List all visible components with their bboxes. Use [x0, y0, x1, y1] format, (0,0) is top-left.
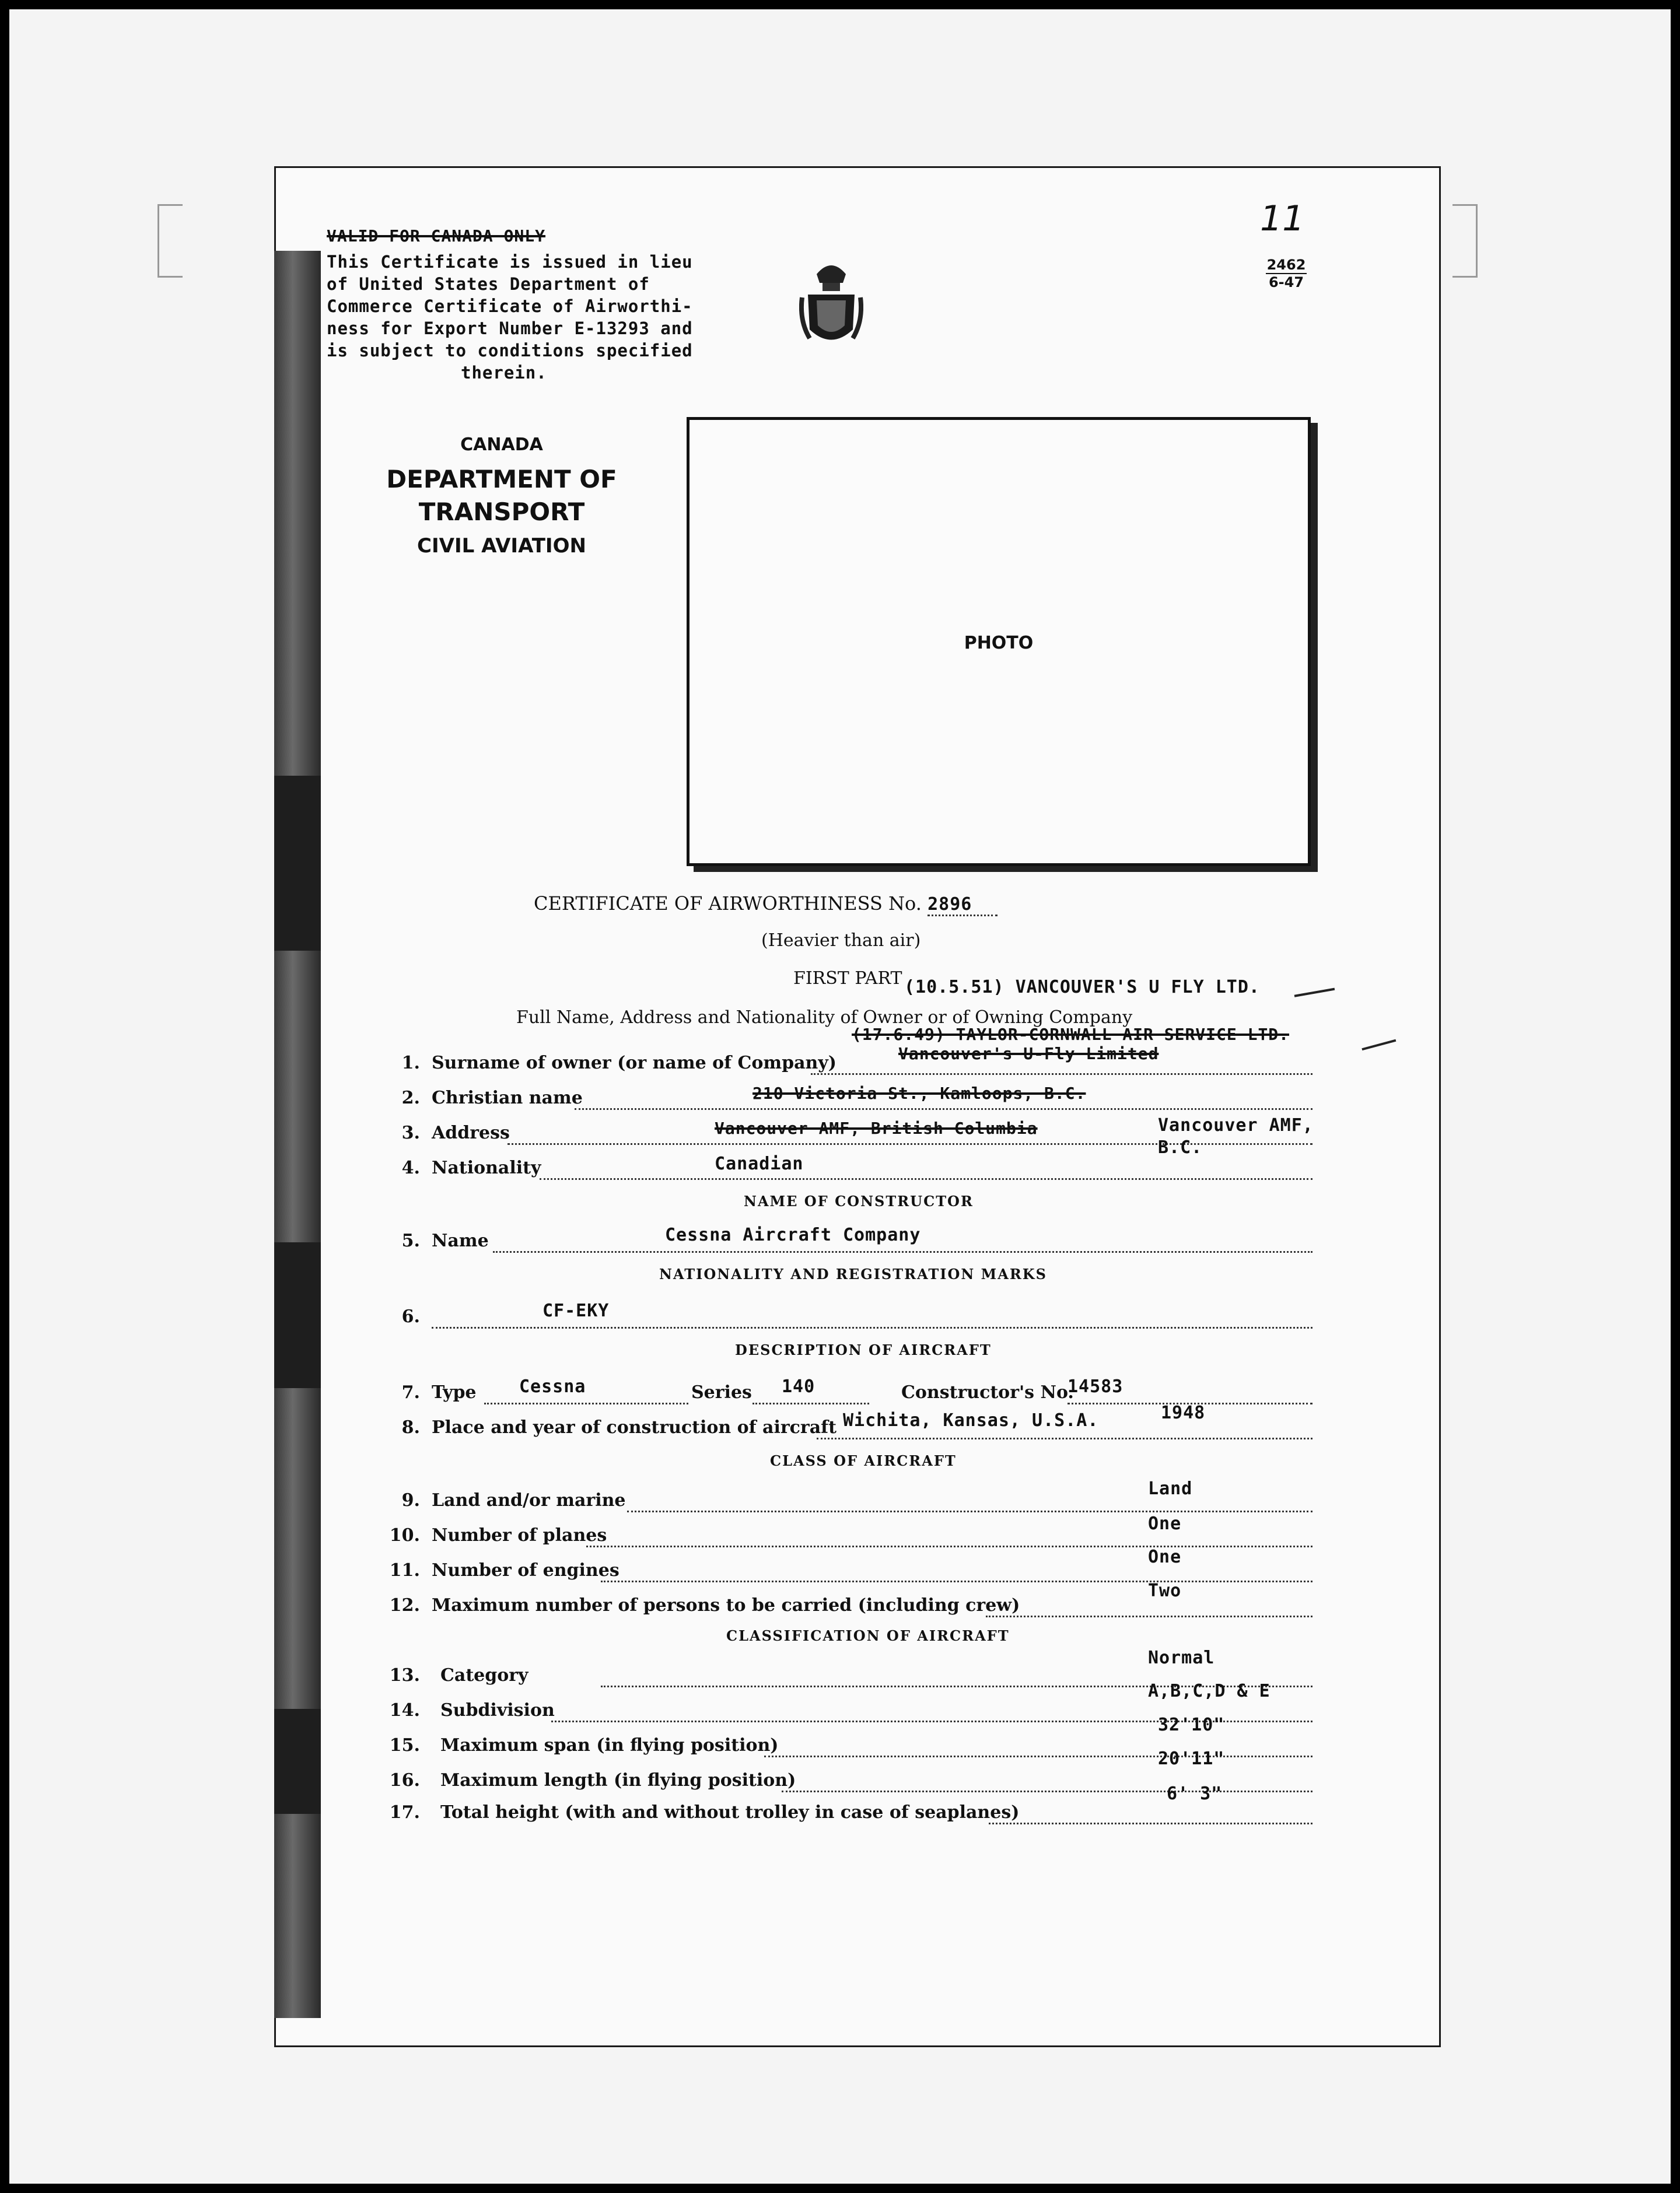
- department-line1: DEPARTMENT OF: [386, 465, 617, 493]
- previous-owner-struck-2: Vancouver's U-Fly Limited: [898, 1044, 1159, 1063]
- place-value: Wichita, Kansas, U.S.A.: [843, 1410, 1099, 1431]
- address-current-line1: Vancouver AMF,: [1158, 1115, 1314, 1136]
- previous-owner-struck-1: (17.6.49) TAYLOR-CORNWALL AIR SERVICE LTD.: [852, 1025, 1290, 1044]
- country-label: CANADA: [460, 435, 543, 455]
- section-heading-classification: CLASSIFICATION OF AIRCRAFT: [726, 1627, 1010, 1644]
- land-marine-value: Land: [1148, 1479, 1193, 1499]
- nationality-value: Canadian: [715, 1154, 804, 1174]
- photo-placeholder: [687, 417, 1311, 866]
- dotted-line: [575, 1108, 1312, 1110]
- dotted-line: [764, 1756, 1312, 1757]
- section-heading-class: CLASS OF AIRCRAFT: [770, 1452, 957, 1469]
- section-heading-constructor: NAME OF CONSTRUCTOR: [744, 1193, 974, 1210]
- category-value: Normal: [1148, 1648, 1215, 1668]
- constructor-number-value: 14583: [1068, 1376, 1124, 1397]
- constructor-number-label: Constructor's No.: [901, 1382, 1074, 1403]
- certificate-title: [534, 892, 998, 916]
- field-number: 2.: [401, 1088, 420, 1108]
- dotted-line: [540, 1178, 1312, 1180]
- owner-surname-label: Surname of owner (or name of Company): [432, 1053, 836, 1073]
- lieu-note-line: This Certificate is issued in lieu: [327, 252, 693, 272]
- year-value: 1948: [1161, 1403, 1206, 1423]
- first-part-label: FIRST PART: [793, 968, 902, 989]
- lieu-note: [327, 251, 693, 384]
- dotted-line: [627, 1511, 1312, 1512]
- certificate-number: 2896: [928, 894, 998, 916]
- field-number: 3.: [401, 1123, 420, 1143]
- dotted-line: [782, 1791, 1312, 1792]
- dotted-line: [817, 1438, 1312, 1439]
- certificate-subtitle: (Heavier than air): [761, 930, 921, 951]
- section-heading-registration: NATIONALITY AND REGISTRATION MARKS: [659, 1266, 1047, 1283]
- field-number: 10.: [389, 1525, 420, 1546]
- field-number: 7.: [401, 1382, 420, 1403]
- owner-section-title: Full Name, Address and Nationality of Owner or of Owning Company: [516, 1007, 1133, 1028]
- span-label: Maximum span (in flying position): [440, 1735, 779, 1756]
- lieu-note-line: of United States Department of: [327, 274, 650, 294]
- lieu-note-line: Commerce Certificate of Airworthi-: [327, 296, 693, 316]
- address-current-line2: B.C.: [1158, 1137, 1203, 1158]
- engines-label: Number of engines: [432, 1560, 620, 1581]
- struck-validity-stamp: VALID FOR CANADA ONLY: [327, 226, 546, 246]
- address-label: Address: [432, 1123, 510, 1143]
- type-value: Cessna: [519, 1376, 586, 1397]
- dotted-line: [432, 1327, 1312, 1329]
- field-number: 8.: [401, 1417, 420, 1438]
- dotted-line: [811, 1073, 1312, 1075]
- department-block: [362, 435, 642, 563]
- series-label: Series: [691, 1382, 752, 1403]
- type-label: Type: [432, 1382, 477, 1403]
- department-line3: CIVIL AVIATION: [417, 534, 586, 558]
- handwritten-page-mark: 11: [1260, 198, 1305, 239]
- field-number: 13.: [389, 1665, 420, 1686]
- land-marine-label: Land and/or marine: [432, 1490, 626, 1511]
- section-heading-description: DESCRIPTION OF AIRCRAFT: [735, 1341, 992, 1358]
- dotted-line: [484, 1403, 688, 1404]
- address-struck-1: 210 Victoria St., Kamloops, B.C.: [752, 1084, 1086, 1103]
- field-number: 14.: [389, 1700, 420, 1721]
- field-number: 4.: [401, 1158, 420, 1178]
- subdivision-value: A,B,C,D & E: [1148, 1681, 1270, 1701]
- dotted-line: [586, 1546, 1312, 1547]
- subdivision-label: Subdivision: [440, 1700, 555, 1721]
- height-label: Total height (with and without trolley in case of seaplanes): [440, 1802, 1020, 1823]
- current-owner-value: (10.5.51) VANCOUVER'S U FLY LTD.: [904, 977, 1260, 997]
- field-number: 15.: [389, 1735, 420, 1756]
- registration-mark-value: CF-EKY: [542, 1301, 610, 1321]
- department-line2: TRANSPORT: [418, 498, 585, 526]
- dotted-line: [601, 1581, 1312, 1582]
- span-value: 32'10": [1158, 1715, 1225, 1735]
- form-number: [1266, 257, 1307, 290]
- photo-label: PHOTO: [964, 633, 1034, 653]
- persons-value: Two: [1148, 1581, 1182, 1601]
- certificate-title-text: CERTIFICATE OF AIRWORTHINESS No.: [534, 892, 922, 915]
- binding-strip: [274, 251, 321, 2018]
- dotted-line: [989, 1823, 1312, 1824]
- canadian-coat-of-arms-icon: [799, 257, 863, 353]
- field-number: 6.: [401, 1306, 420, 1327]
- nationality-label: Nationality: [432, 1158, 541, 1178]
- engines-value: One: [1148, 1547, 1182, 1567]
- persons-label: Maximum number of persons to be carried (including crew): [432, 1595, 1020, 1616]
- dotted-line: [986, 1616, 1312, 1617]
- planes-label: Number of planes: [432, 1525, 607, 1546]
- length-value: 20'11": [1158, 1749, 1225, 1769]
- category-label: Category: [440, 1665, 528, 1686]
- form-date-value: 6-47: [1268, 274, 1304, 290]
- christian-name-label: Christian name: [432, 1088, 583, 1108]
- field-number: 17.: [389, 1802, 420, 1823]
- dotted-line: [752, 1403, 869, 1404]
- height-value: 6' 3": [1167, 1784, 1223, 1804]
- dotted-line: [493, 1251, 1312, 1253]
- place-year-label: Place and year of construction of aircraft: [432, 1417, 836, 1438]
- planes-value: One: [1148, 1514, 1182, 1534]
- series-value: 140: [782, 1376, 816, 1397]
- constructor-name-label: Name: [432, 1231, 489, 1251]
- lieu-note-line: is subject to conditions specified: [327, 341, 693, 360]
- address-struck-2: Vancouver AMF, British Columbia: [715, 1119, 1038, 1138]
- field-number: 16.: [389, 1770, 420, 1791]
- field-number: 1.: [401, 1053, 420, 1073]
- lieu-note-line: ness for Export Number E-13293 and: [327, 318, 693, 338]
- form-number-value: 2462: [1266, 257, 1306, 273]
- lieu-note-line: therein.: [461, 363, 547, 383]
- crop-mark-left: [158, 204, 183, 278]
- crop-mark-right: [1452, 204, 1478, 278]
- field-number: 5.: [401, 1231, 420, 1251]
- length-label: Maximum length (in flying position): [440, 1770, 796, 1791]
- field-number: 12.: [389, 1595, 420, 1616]
- constructor-name-value: Cessna Aircraft Company: [665, 1225, 921, 1245]
- field-number: 9.: [401, 1490, 420, 1511]
- field-number: 11.: [389, 1560, 420, 1581]
